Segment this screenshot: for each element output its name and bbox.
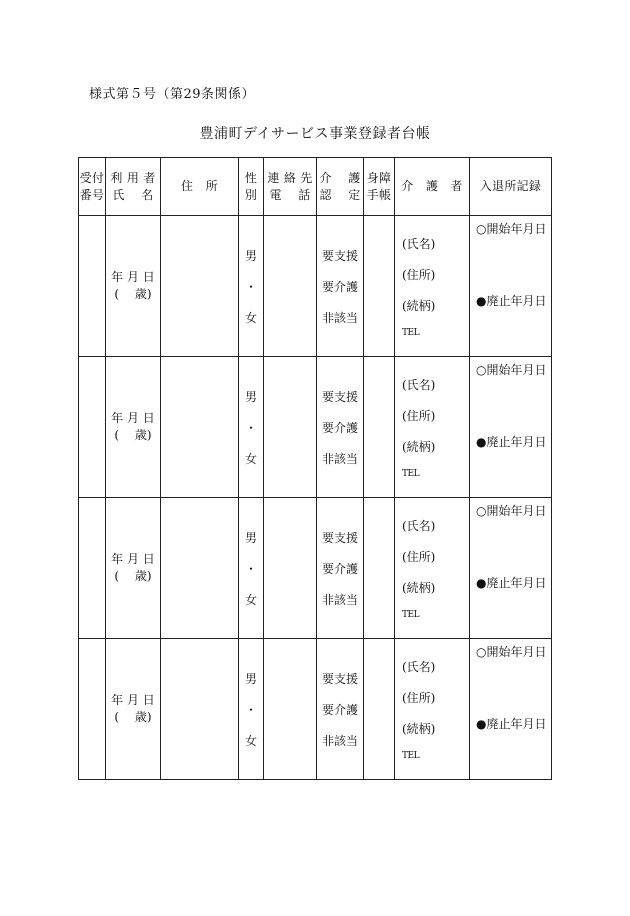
- sex-separator: ・: [244, 420, 257, 435]
- guardian-name-label: (氏名): [402, 659, 436, 674]
- header-disability-line2: 手帳: [366, 187, 392, 202]
- care-not-applicable-option[interactable]: 非該当: [321, 451, 358, 466]
- header-care-certification: [317, 158, 364, 216]
- birth-date-label: 年 月 日: [111, 270, 155, 284]
- admission-record-cell[interactable]: [470, 357, 552, 498]
- table-row: [79, 216, 552, 357]
- table-header-row: [79, 158, 552, 216]
- header-contact-line2: 電 話: [269, 187, 311, 202]
- sex-cell[interactable]: [239, 498, 264, 639]
- contact-phone-cell[interactable]: [264, 216, 317, 357]
- guardian-name-label: (氏名): [402, 518, 436, 533]
- contact-phone-cell[interactable]: [264, 639, 317, 780]
- header-contact-line1: 連 絡 先: [267, 170, 313, 185]
- guardian-cell[interactable]: [395, 357, 470, 498]
- sex-male-option[interactable]: 男: [244, 530, 257, 545]
- guardian-cell[interactable]: [395, 216, 470, 357]
- start-date-label: ○開始年月日: [476, 645, 547, 659]
- birth-date-label: 年 月 日: [111, 552, 155, 566]
- table-row: [79, 357, 552, 498]
- care-support-option[interactable]: 要支援: [321, 248, 358, 263]
- disability-handbook-cell[interactable]: [364, 639, 395, 780]
- admission-record-cell[interactable]: [470, 498, 552, 639]
- registration-table: [78, 157, 552, 780]
- sex-female-option[interactable]: 女: [244, 592, 257, 607]
- reception-number-cell[interactable]: [79, 498, 106, 639]
- care-not-applicable-option[interactable]: 非該当: [321, 733, 358, 748]
- care-nursing-option[interactable]: 要介護: [321, 420, 358, 435]
- sex-cell[interactable]: [239, 357, 264, 498]
- address-cell[interactable]: [161, 639, 239, 780]
- guardian-relation-label: (続柄): [402, 580, 436, 595]
- header-reception-number: [79, 158, 106, 216]
- header-guardian: [395, 158, 470, 216]
- care-certification-cell[interactable]: [317, 357, 364, 498]
- care-certification-cell[interactable]: [317, 498, 364, 639]
- care-nursing-option[interactable]: 要介護: [321, 561, 358, 576]
- care-support-option[interactable]: 要支援: [321, 671, 358, 686]
- age-label: ( 歳): [114, 710, 152, 724]
- admission-record-cell[interactable]: [470, 216, 552, 357]
- guardian-tel-label: TEL: [402, 609, 420, 620]
- care-nursing-option[interactable]: 要介護: [321, 702, 358, 717]
- care-support-option[interactable]: 要支援: [321, 389, 358, 404]
- header-reception-line1: 受付: [79, 170, 105, 185]
- care-nursing-option[interactable]: 要介護: [321, 279, 358, 294]
- user-name-cell[interactable]: [106, 639, 161, 780]
- header-sex: [239, 158, 264, 216]
- header-sex-line2: 別: [244, 187, 258, 202]
- header-disability-handbook: [364, 158, 395, 216]
- guardian-tel-label: TEL: [402, 468, 420, 479]
- guardian-name-label: (氏名): [402, 377, 436, 392]
- birth-date-label: 年 月 日: [111, 411, 155, 425]
- disability-handbook-cell[interactable]: [364, 357, 395, 498]
- care-not-applicable-option[interactable]: 非該当: [321, 592, 358, 607]
- header-user-line2: 氏 名: [112, 187, 154, 202]
- guardian-tel-label: TEL: [402, 750, 420, 761]
- header-address: [161, 158, 239, 216]
- guardian-address-label: (住所): [402, 690, 436, 705]
- reception-number-cell[interactable]: [79, 216, 106, 357]
- sex-female-option[interactable]: 女: [244, 451, 257, 466]
- disability-handbook-cell[interactable]: [364, 216, 395, 357]
- user-name-cell[interactable]: [106, 216, 161, 357]
- age-label: ( 歳): [114, 569, 152, 583]
- sex-separator: ・: [244, 702, 257, 717]
- sex-female-option[interactable]: 女: [244, 733, 257, 748]
- care-support-option[interactable]: 要支援: [321, 530, 358, 545]
- end-date-label: ●廃止年月日: [476, 294, 547, 308]
- guardian-tel-label: TEL: [402, 327, 420, 338]
- header-address-label: 住 所: [181, 179, 218, 193]
- header-user-name: [106, 158, 161, 216]
- address-cell[interactable]: [161, 216, 239, 357]
- birth-date-label: 年 月 日: [111, 693, 155, 707]
- sex-separator: ・: [244, 279, 257, 294]
- contact-phone-cell[interactable]: [264, 498, 317, 639]
- header-admission-record: [470, 158, 552, 216]
- header-guardian-label: 介 護 者: [401, 179, 463, 193]
- care-certification-cell[interactable]: [317, 216, 364, 357]
- contact-phone-cell[interactable]: [264, 357, 317, 498]
- guardian-cell[interactable]: [395, 498, 470, 639]
- sex-male-option[interactable]: 男: [244, 389, 257, 404]
- sex-cell[interactable]: [239, 639, 264, 780]
- table-row: [79, 639, 552, 780]
- guardian-address-label: (住所): [402, 549, 436, 564]
- header-care-line1: 介 護: [319, 170, 361, 185]
- reception-number-cell[interactable]: [79, 639, 106, 780]
- guardian-address-label: (住所): [402, 267, 436, 282]
- header-record-label: 入退所記録: [479, 179, 542, 193]
- user-name-cell[interactable]: [106, 498, 161, 639]
- sex-male-option[interactable]: 男: [244, 248, 257, 263]
- care-not-applicable-option[interactable]: 非該当: [321, 310, 358, 325]
- start-date-label: ○開始年月日: [476, 504, 547, 518]
- header-reception-line2: 番号: [79, 187, 105, 202]
- guardian-address-label: (住所): [402, 408, 436, 423]
- address-cell[interactable]: [161, 498, 239, 639]
- care-certification-cell[interactable]: [317, 639, 364, 780]
- sex-male-option[interactable]: 男: [244, 671, 257, 686]
- start-date-label: ○開始年月日: [476, 222, 547, 236]
- user-name-cell[interactable]: [106, 357, 161, 498]
- header-care-line2: 認 定: [319, 187, 361, 202]
- reception-number-cell[interactable]: [79, 357, 106, 498]
- header-sex-line1: 性: [244, 170, 258, 185]
- header-disability-line1: 身障: [366, 170, 392, 185]
- end-date-label: ●廃止年月日: [476, 576, 547, 590]
- form-number: 様式第５号（第29条関係）: [89, 87, 256, 102]
- header-contact-phone: [264, 158, 317, 216]
- header-user-line1: 利 用 者: [110, 170, 156, 185]
- document-title: 豊浦町デイサービス事業登録者台帳: [199, 126, 431, 142]
- guardian-name-label: (氏名): [402, 236, 436, 251]
- guardian-relation-label: (続柄): [402, 721, 436, 736]
- age-label: ( 歳): [114, 287, 152, 301]
- sex-female-option[interactable]: 女: [244, 310, 257, 325]
- guardian-cell[interactable]: [395, 639, 470, 780]
- table-row: [79, 498, 552, 639]
- address-cell[interactable]: [161, 357, 239, 498]
- guardian-relation-label: (続柄): [402, 298, 436, 313]
- age-label: ( 歳): [114, 428, 152, 442]
- sex-separator: ・: [244, 561, 257, 576]
- end-date-label: ●廃止年月日: [476, 717, 547, 731]
- sex-cell[interactable]: [239, 216, 264, 357]
- end-date-label: ●廃止年月日: [476, 435, 547, 449]
- start-date-label: ○開始年月日: [476, 363, 547, 377]
- guardian-relation-label: (続柄): [402, 439, 436, 454]
- admission-record-cell[interactable]: [470, 639, 552, 780]
- disability-handbook-cell[interactable]: [364, 498, 395, 639]
